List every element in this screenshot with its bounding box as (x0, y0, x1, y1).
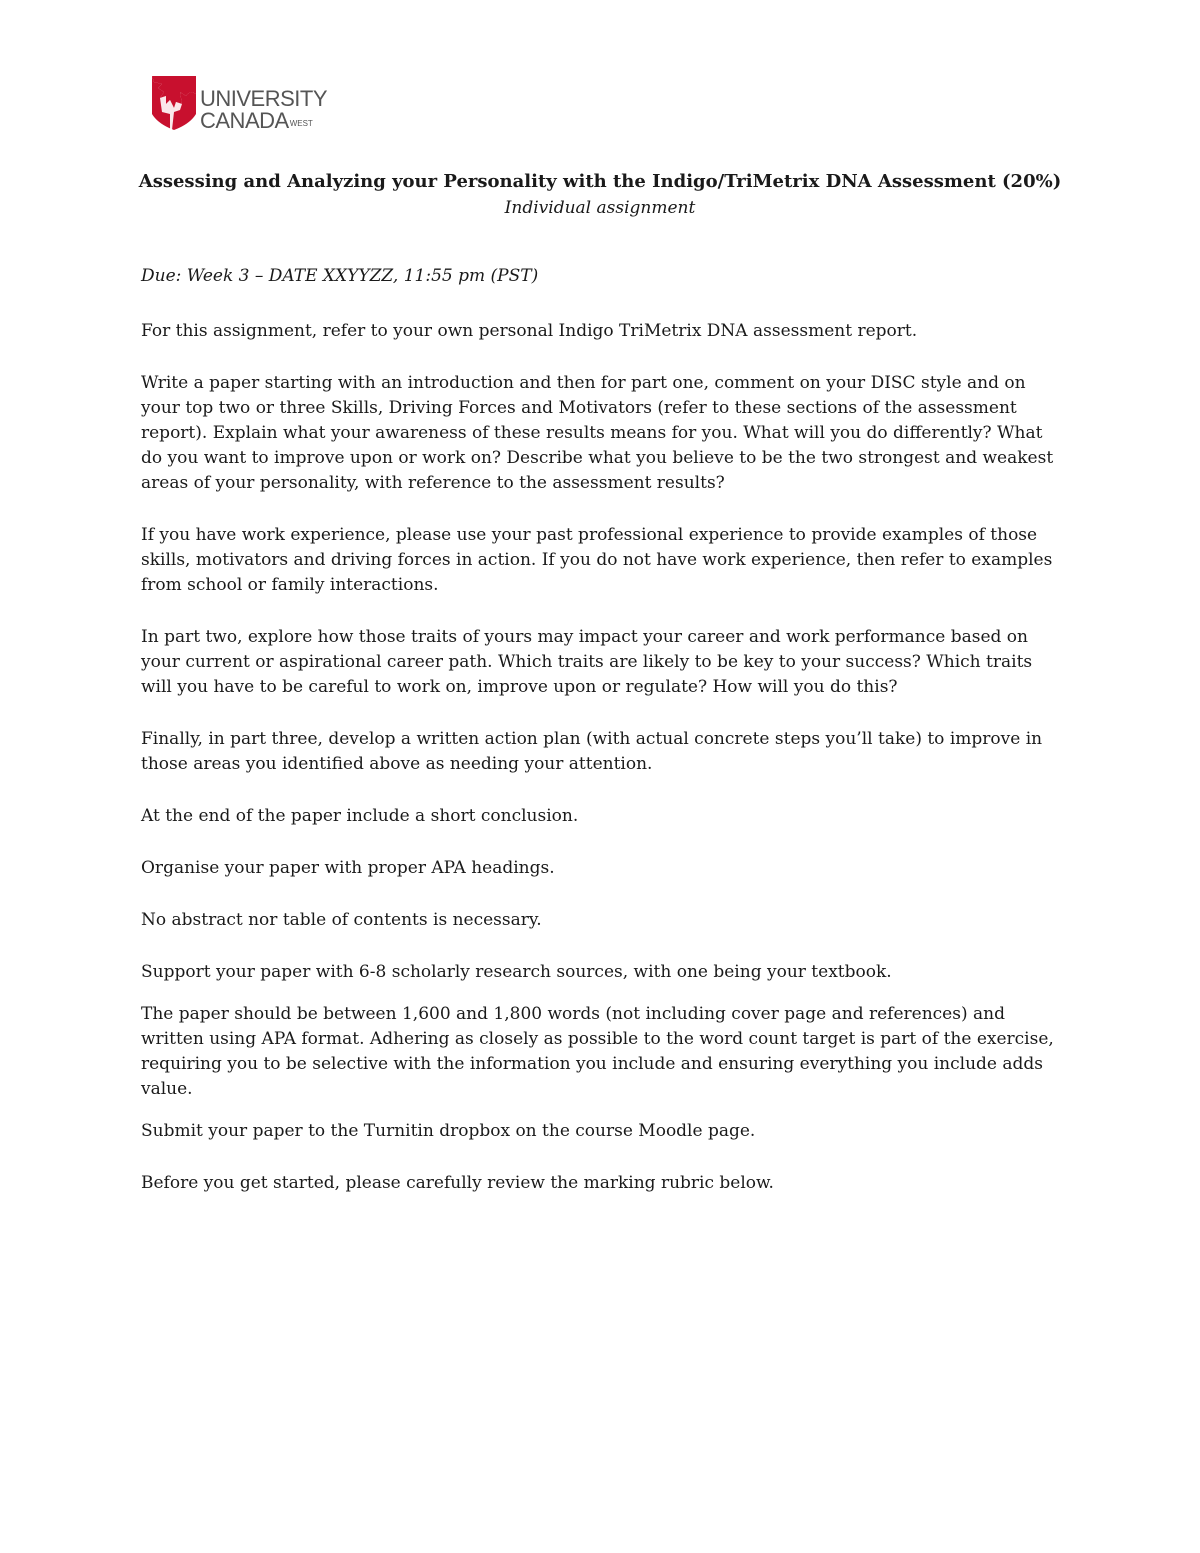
paragraph: The paper should be between 1,600 and 1,800 words (not including cover page and references) and written using APA format. Adhering as closely as possible to the word count target is part of the exercise, requiring you to be selective with the information you include and ensuring everything you include adds value. (141, 1004, 1054, 1099)
paragraph: Write a paper starting with an introduction and then for part one, comment on your DISC style and on your top two or three Skills, Driving Forces and Motivators (refer to these sections of the assessment report). Explain what your awareness of these results means for you. What will you do differently? What do you want to improve upon or work on? Describe what you believe to be the two strongest and weakest areas of your personality, with reference to the assessment results? (141, 373, 1054, 493)
paragraph: In part two, explore how those traits of yours may impact your career and work performance based on your current or aspirational career path. Which traits are likely to be key to your success? Which traits will you have to be careful to work on, improve upon or regulate? How will you do this? (141, 627, 1033, 697)
paragraph: Submit your paper to the Turnitin dropbox on the course Moodle page. (141, 1121, 756, 1141)
maple-leaf-logo-icon (150, 74, 198, 132)
paragraph: No abstract nor table of contents is necessary. (141, 910, 542, 930)
title-block (0, 170, 1200, 220)
document-title: Assessing and Analyzing your Personality with the Indigo/TriMetrix DNA Assessment (20%) (138, 171, 1062, 192)
document-subtitle: Individual assignment (504, 198, 696, 218)
university-logo (150, 74, 350, 134)
paragraph: Organise your paper with proper APA headings. (141, 858, 555, 878)
paragraph: For this assignment, refer to your own personal Indigo TriMetrix DNA assessment report. (141, 321, 918, 341)
paragraph: Finally, in part three, develop a written action plan (with actual concrete steps you’ll take) to improve in those areas you identified above as needing your attention. (141, 729, 1043, 774)
logo-wordmark (200, 88, 327, 132)
due-date: Due: Week 3 – DATE XXYYZZ, 11:55 pm (PST) (141, 266, 539, 286)
logo-line-university: UNIVERSITY (200, 86, 328, 111)
document-body (141, 264, 1061, 1223)
paragraph: Before you get started, please carefully review the marking rubric below. (141, 1173, 774, 1193)
logo-west-text: WEST (289, 119, 313, 128)
logo-canada-text: CANADA (200, 108, 289, 133)
paragraph: At the end of the paper include a short conclusion. (141, 806, 579, 826)
logo-line-canada (200, 110, 327, 132)
paragraph: If you have work experience, please use your past professional experience to provide examples of those skills, motivators and driving forces in action. If you do not have work experience, then refer to examples from school or family interactions. (141, 525, 1053, 595)
paragraph: Support your paper with 6-8 scholarly research sources, with one being your textbook. (141, 962, 892, 982)
